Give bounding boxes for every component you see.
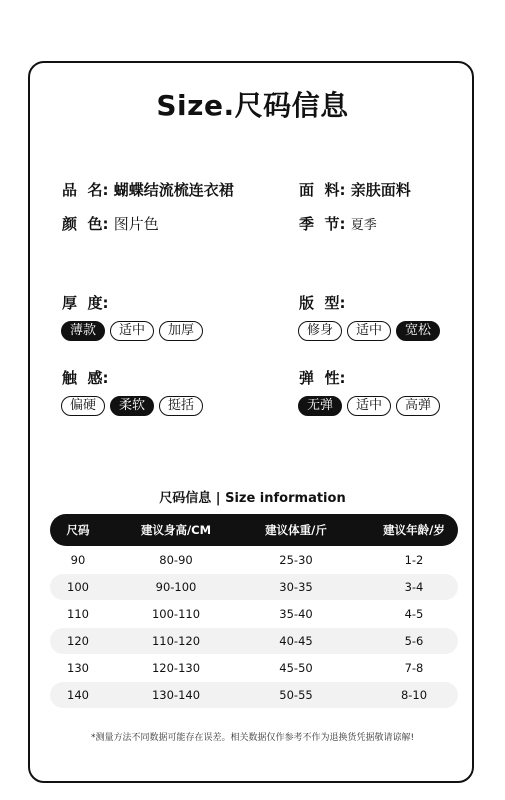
season-label: 季 节: [299, 215, 346, 233]
size-table-header [50, 514, 458, 546]
cell-age: 7-8 [404, 661, 424, 675]
elasticity-options [298, 396, 440, 416]
table-row [50, 628, 458, 654]
cell-size: 120 [67, 634, 89, 648]
cell-weight: 30-35 [279, 580, 313, 594]
fit-label: 版 型: [299, 294, 346, 312]
disclaimer-note: *测量方法不同数据可能存在误差。相关数据仅作参考不作为退换货凭据敬请谅解! [90, 733, 415, 743]
option-chip: 偏硬 [61, 396, 105, 416]
cell-height: 90-100 [155, 580, 197, 594]
cell-height: 120-130 [151, 661, 201, 675]
cell-age: 8-10 [400, 688, 428, 702]
product-name-row [62, 179, 234, 200]
fit-options [298, 321, 440, 341]
header-weight: 建议体重/斤 [265, 523, 327, 537]
cell-size: 100 [67, 580, 89, 594]
header-age: 建议年龄/岁 [383, 523, 445, 537]
table-row [50, 574, 458, 600]
option-chip: 高弹 [396, 396, 440, 416]
header-size: 尺码 [66, 523, 90, 537]
cell-height: 100-110 [151, 607, 201, 621]
option-chip: 挺括 [159, 396, 203, 416]
fabric-row [299, 179, 411, 200]
option-chip: 宽松 [396, 321, 440, 341]
size-table-title: 尺码信息 | Size information [159, 491, 346, 506]
cell-size: 110 [67, 607, 89, 621]
table-row [50, 655, 458, 681]
cell-weight: 25-30 [279, 553, 313, 567]
cell-height: 80-90 [159, 553, 193, 567]
touch-options [61, 396, 203, 416]
color-value: 图片色 [113, 215, 159, 233]
header-height: 建议身高/CM [140, 523, 212, 537]
season-value: 夏季 [350, 218, 377, 233]
page-title: Size.尺码信息 [156, 89, 349, 122]
cell-age: 4-5 [404, 607, 424, 621]
table-row [50, 601, 458, 627]
option-chip: 适中 [110, 321, 154, 341]
cell-weight: 45-50 [279, 661, 313, 675]
option-chip: 适中 [347, 396, 391, 416]
cell-age: 1-2 [404, 553, 424, 567]
cell-age: 5-6 [404, 634, 424, 648]
cell-weight: 35-40 [279, 607, 313, 621]
option-chip: 薄款 [61, 321, 105, 341]
fabric-label: 面 料: [299, 181, 346, 199]
thickness-options [61, 321, 203, 341]
option-chip: 柔软 [110, 396, 154, 416]
elasticity-label: 弹 性: [299, 369, 346, 387]
season-row [299, 213, 377, 234]
color-row [62, 213, 159, 234]
product-name-value: 蝴蝶结流梳连衣裙 [113, 181, 234, 199]
thickness-label: 厚 度: [62, 294, 109, 312]
cell-weight: 40-45 [279, 634, 313, 648]
table-row [50, 547, 458, 573]
product-name-label: 品 名: [62, 181, 109, 199]
fabric-value: 亲肤面料 [350, 181, 411, 199]
cell-height: 110-120 [151, 634, 201, 648]
option-chip: 无弹 [298, 396, 342, 416]
cell-height: 130-140 [151, 688, 201, 702]
cell-size: 140 [67, 688, 89, 702]
option-chip: 加厚 [159, 321, 203, 341]
table-row [50, 682, 458, 708]
cell-age: 3-4 [404, 580, 424, 594]
cell-weight: 50-55 [279, 688, 313, 702]
option-chip: 适中 [347, 321, 391, 341]
color-label: 颜 色: [62, 215, 109, 233]
option-chip: 修身 [298, 321, 342, 341]
touch-label: 触 感: [62, 369, 109, 387]
cell-size: 130 [67, 661, 89, 675]
cell-size: 90 [70, 553, 86, 567]
